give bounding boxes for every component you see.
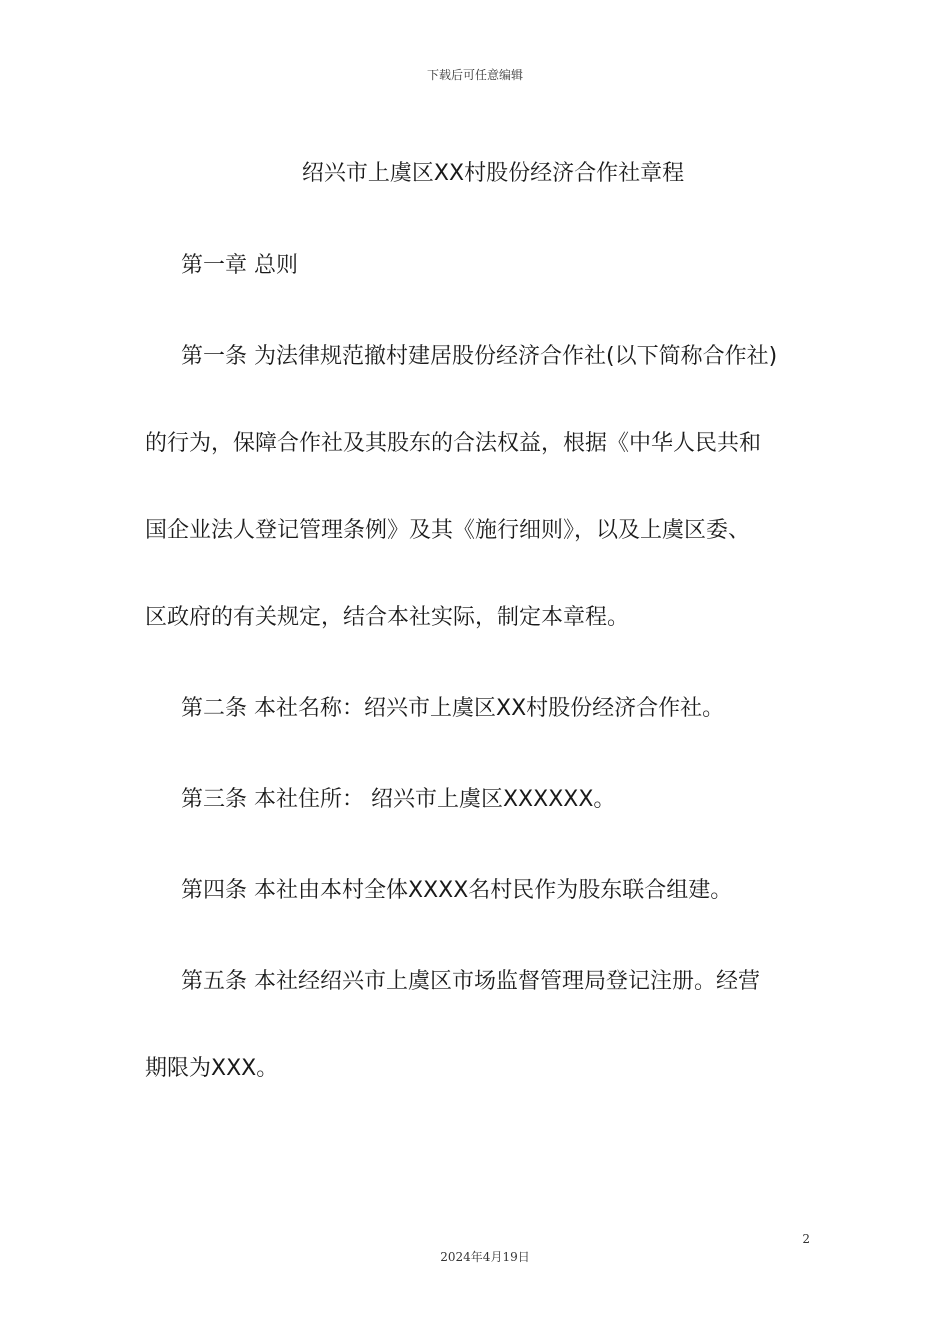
document-title: 绍兴市上虞区XX村股份经济合作社章程 (301, 161, 685, 186)
header-note: 下载后可任意编辑 (426, 68, 523, 82)
article-4: 第四条 本社由本村全体XXXX名村民作为股东联合组建。 (181, 878, 733, 903)
article-3: 第三条 本社住所： 绍兴市上虞区XXXXXX。 (181, 787, 616, 812)
article-5-line: 第五条 本社经绍兴市上虞区市场监督管理局登记注册。经营 (181, 969, 760, 994)
article-1 (145, 341, 810, 634)
article-5 (145, 966, 810, 1085)
article-1-line: 第一条 为法律规范撤村建居股份经济合作社(以下简称合作社) (181, 344, 778, 369)
document-body (145, 250, 810, 1085)
article-1-line: 区政府的有关规定，结合本社实际，制定本章程。 (145, 605, 630, 630)
page-number: 2 (802, 1232, 810, 1246)
article-1-line: 的行为，保障合作社及其股东的合法权益，根据《中华人民共和 (145, 431, 762, 456)
article-1-line: 国企业法人登记管理条例》及其《施行细则》，以及上虞区委、 (145, 518, 751, 543)
footer-date: 2024年4月19日 (440, 1250, 530, 1264)
chapter-heading: 第一章 总则 (181, 253, 298, 278)
article-2: 第二条 本社名称：绍兴市上虞区XX村股份经济合作社。 (181, 696, 725, 721)
article-5-line: 期限为XXX。 (145, 1056, 279, 1081)
